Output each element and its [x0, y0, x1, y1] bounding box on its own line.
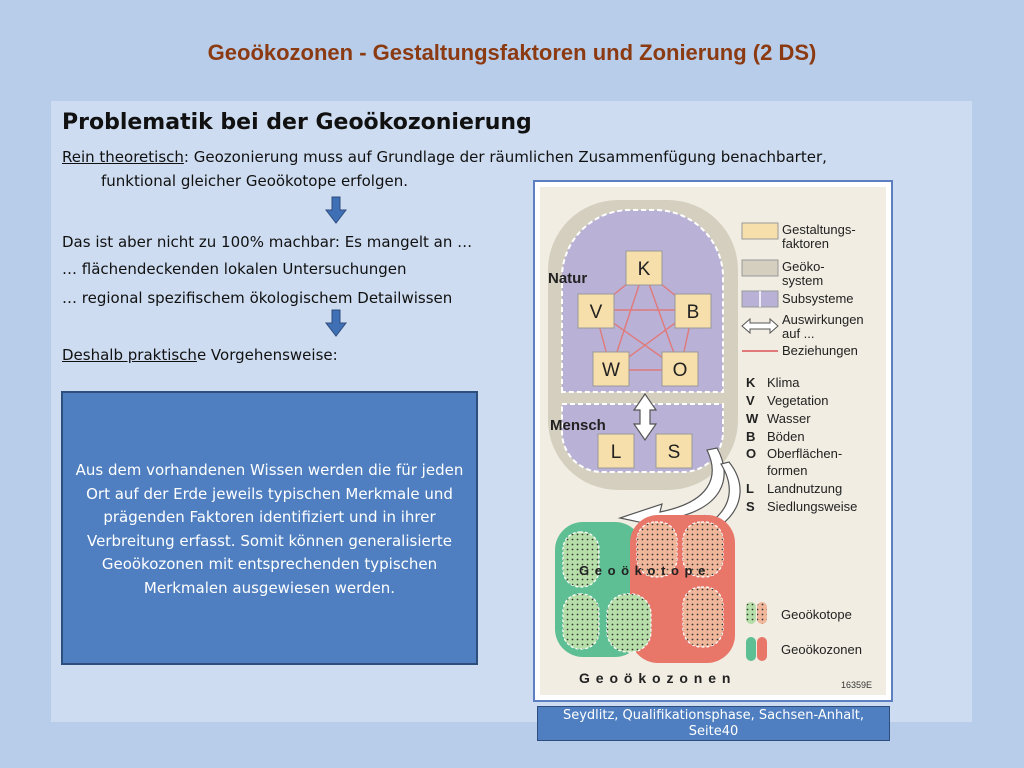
legend-text: faktoren: [782, 236, 829, 251]
figure-code: 16359E: [841, 680, 873, 690]
key-letter: L: [746, 481, 754, 496]
factor-l: [598, 434, 634, 468]
svg-text:S: S: [667, 442, 681, 463]
key-text: formen: [767, 463, 808, 478]
key-text: Wasser: [767, 411, 811, 426]
legend-text: Auswirkungen: [782, 312, 864, 327]
key-text: Klima: [767, 375, 800, 390]
factor-b: [675, 294, 711, 328]
factor-o: [662, 352, 698, 386]
legend-swatch-system: [742, 260, 778, 276]
lack-item: … flächendeckenden lokalen Untersuchungen: [62, 260, 407, 278]
intro-line: [62, 148, 827, 166]
legend-text: Geoökotope: [781, 607, 852, 622]
key-letter: O: [746, 446, 757, 461]
svg-text:V: V: [589, 302, 603, 323]
approach-box-text: Aus dem vorhandenen Wissen werden die für jeden Ort auf der Erde jeweils typischen Merkmale und prägenden Faktoren identifiziert und in ihrer Verbreitung erfasst. Somit können generalisierte Geoökozonen mit entsprechenden typischen Merkmalen ausgewiesen werden.: [75, 461, 464, 597]
key-letter: S: [746, 499, 755, 514]
legend-text: Subsysteme: [782, 291, 854, 306]
legend-swatch-factors: [742, 223, 778, 239]
intro-rest: : Geozonierung muss auf Grundlage der räumlichen Zusammenfügung benachbarter,: [183, 148, 827, 166]
svg-text:K: K: [637, 259, 651, 280]
geookosystem-diagram: [535, 182, 891, 700]
down-arrow-icon: [325, 309, 347, 337]
caption-line: Seite40: [688, 724, 739, 739]
approach-line: [62, 346, 338, 364]
geookotope-label: G e o ö k o t o p e: [579, 563, 707, 578]
intro-term: Rein theoretisch: [62, 148, 184, 166]
down-arrow-icon: [325, 196, 347, 224]
natur-label: Natur: [548, 270, 588, 287]
key-letter: W: [746, 411, 759, 426]
geookozonen-label: G e o ö k o z o n e n: [579, 670, 732, 686]
slide-title: Geoökozonen - Gestaltungsfaktoren und Zonierung (2 DS): [207, 40, 817, 65]
key-text: Siedlungsweise: [767, 499, 858, 514]
approach-box: [61, 391, 478, 665]
limitation-text: Das ist aber nicht zu 100% machbar: Es mangelt an …: [62, 233, 473, 251]
factor-v: [578, 294, 614, 328]
legend-text: Geöko-: [782, 259, 825, 274]
key-text: Landnutzung: [767, 481, 843, 496]
svg-text:W: W: [602, 360, 620, 381]
source-caption: [537, 706, 890, 741]
section-heading: Problematik bei der Geoökozonierung: [62, 110, 532, 135]
svg-text:B: B: [686, 302, 700, 323]
key-text: Böden: [767, 429, 805, 444]
svg-text:O: O: [672, 360, 688, 381]
intro-continuation: funktional gleicher Geoökotope erfolgen.: [101, 172, 409, 190]
factor-k: [626, 251, 662, 285]
legend-text: Beziehungen: [782, 343, 858, 358]
factor-w: [593, 352, 629, 386]
mensch-label: Mensch: [550, 417, 606, 434]
key-text: Oberflächen-: [767, 446, 843, 461]
approach-rest: e Vorgehensweise:: [196, 346, 338, 364]
diagram-frame: [533, 180, 893, 702]
legend-text: Geoökozonen: [781, 642, 862, 657]
key-letter: B: [746, 429, 756, 444]
factor-s: [656, 434, 692, 468]
key-letter: V: [746, 393, 755, 408]
legend-text: Gestaltungs-: [782, 222, 856, 237]
approach-term: Deshalb praktisch: [62, 346, 197, 364]
key-text: Vegetation: [767, 393, 829, 408]
lack-item: … regional spezifischem ökologischem Detailwissen: [62, 289, 453, 307]
key-letter: K: [746, 375, 756, 390]
legend-text: auf ...: [782, 326, 815, 341]
svg-text:L: L: [610, 442, 622, 463]
caption-line: Seydlitz, Qualifikationsphase, Sachsen-Anhalt,: [562, 708, 865, 723]
legend-text: system: [782, 273, 824, 288]
